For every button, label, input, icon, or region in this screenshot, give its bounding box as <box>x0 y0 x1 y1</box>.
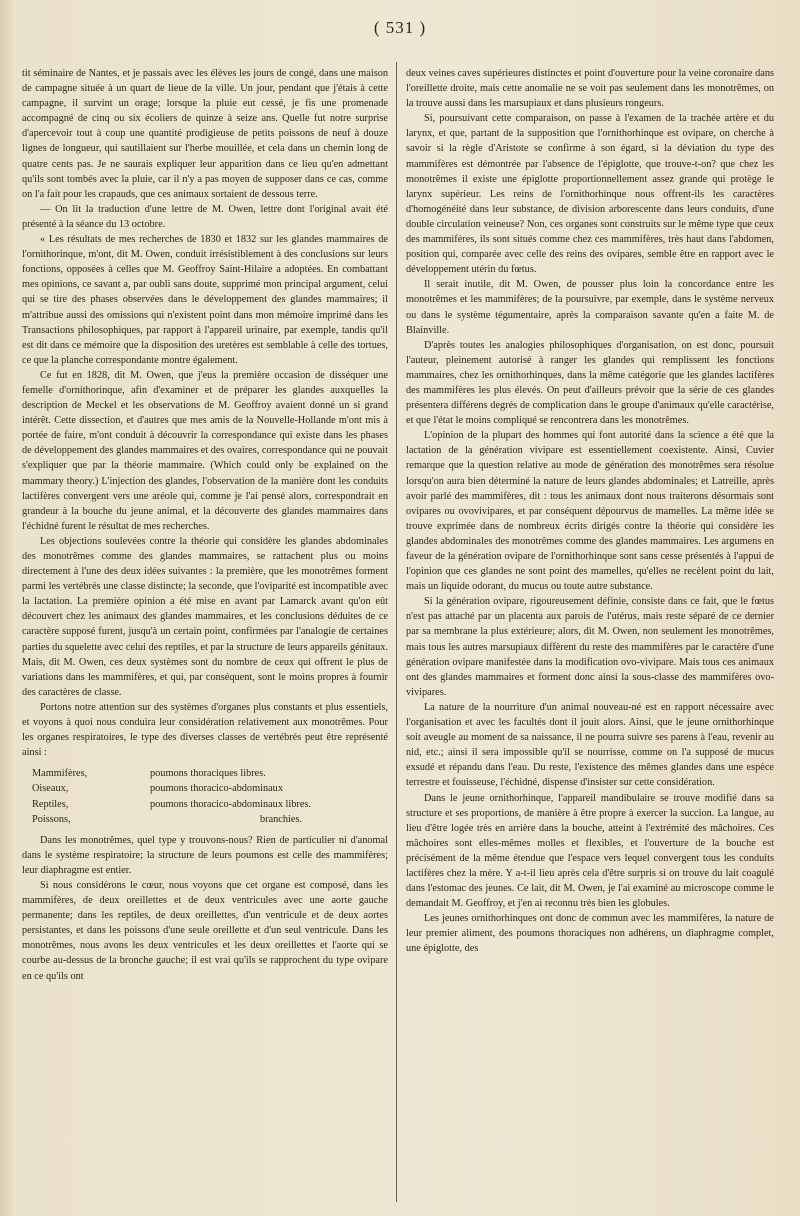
table-row <box>32 812 388 827</box>
table-cell-organ: poumons thoracico-abdominaux libres. <box>150 798 311 810</box>
table-row <box>32 766 388 781</box>
right-column <box>406 66 774 957</box>
table-cell-class: Mammifères, <box>32 768 88 780</box>
paragraph: Les objections soulevées contre la théorie qui considère les glandes abdominales des monotrêmes comme des glandes mammaires, se rattachent plus ou moins directement à l'une des deux idées suivantes : la première, que les monotrêmes forment parmi les vertébrés une classe distincte; la seconde, que l'oviparité est incompatible avec la lactation. La première opinion a été mise en avant par Lamarck avant qu'on eût découvert chez les animaux des glandes mammaires, et les conclusions déduites de ce caractère supposé furent, jusqu'à un certain point, confirmées par l'analogie de certaines parties du squelette avec celui des reptiles, et par la structure de leurs appareils génitaux. Mais, dit M. Owen, ces deux systèmes sont du nombre de ceux qui offrent le plus de variations dans les mammifères, et qui, par conséquent, sont le moins propres à fournir des caractères de classe. <box>22 535 388 698</box>
paragraph: Si nous considérons le cœur, nous voyons que cet organe est composé, dans les mammifères, de deux oreillettes et de deux ventricules avec une aorte gauche permanente; dans les reptiles, de deux oreillettes, d'un ventricule et de deux aortes persistantes, et dans les poissons d'une seule oreillette et d'un seul ventricule. Dans les monotrêmes, nous avons les deux ventricules et les deux oreillettes et l'aorte qui se courbe au-dessus de la bronche gauche; il est vrai qu'ils se rapprochent du type ovipare en ce qu'ils ont <box>22 879 388 982</box>
paragraph: Ce fut en 1828, dit M. Owen, que j'eus la première occasion de disséquer une femelle d'ornithorinque, afin d'examiner et de préparer les glandes auxquelles la description de Meckel et les observations de M. Geoffroy avaient donné un si grand intérêt. Cette dissection, et d'autres que mes amis de la Nouvelle-Hollande m'ont mis à portée de faire, m'ont conduit à découvrir la correspondance qui existe dans les phases de développement des glandes mammaires et des ovaires, correspondance qui ne pouvait s'expliquer que par la théorie mammaire. (Which could only be explained on the mammary theory.) L'injection des glandes, l'observation de la manière dont les conduits lactifères convergent vers une aréole qui, comme je l'ai pensé alors, correspondrait en grandeur à la bouche du jeune animal, et la découverte des glandes mammaires dans l'échidné furent le résultat de mes recherches. <box>22 369 388 532</box>
page-number: ( 531 ) <box>373 18 427 37</box>
paragraph: tit séminaire de Nantes, et je passais avec les élèves les jours de congé, dans une maison de campagne située à un quart de lieue de la ville. Un jour, pendant que j'étais à cette campagne, il survint un orage; lorsque la pluie eut cessé, je fis une promenade accompagné de cinq ou six écoliers de quinze à seize ans. Quelle fut notre surprise d'apercevoir tout à coup une quantité prodigieuse de petits poissons de neuf à douze lignes de longueur, qui sautillaient sur l'herbe mouillée, et cela dans un chemin long de quatre cents pas. Je ne saurais expliquer leur apparition dans ce lieu qu'en admettant qu'ils sont tombés avec la pluie, car il n'y a pas moyen de supposer dans ce cas, comme on l'a fait pour les crapauds, que ces animaux sortaient de dessous terre. <box>22 68 388 200</box>
paragraph: Dans les monotrêmes, quel type y trouvons-nous? Rien de particulier ni d'anomal dans le système respiratoire; la structure de leurs poumons est celle des mammifères; leur diaphragme est entier. <box>22 834 388 876</box>
paragraph: L'opinion de la plupart des hommes qui font autorité dans la science a été que la lactation de la génération vivipare est essentiellement coexistente. Ainsi, Cuvier remarque que la question relative au mode de génération des monotrêmes sera résolue lorsqu'on aura bien déterminé la nature de leurs glandes abdominales; et Latreille, après avoir parlé des mammifères, dit : tous les animaux dont nous traiterons désormais sont ovipares ou ovovivipares, et par conséquent dépourvus de mamelles. La même idée se trouve exprimée dans de nombreux écrits dirigés contre la théorie qui considère les glandes abdominales des monotrêmes comme des glandes mammaires. Les argumens en faveur de la génération ovipare de l'ornithorhinque sont sans cesse présentés à l'appui de l'opinion que ces glandes ne sont point des mamelles, qu'elles ne recèlent point du lait, mais un liquide odorant, du mucus ou toute autre substance. <box>406 430 774 593</box>
table-row <box>32 781 388 796</box>
paragraph: deux veines caves supérieures distinctes et point d'ouverture pour la veine coronaire dans l'oreillette droite, mais cette anomalie ne se voit pas seulement dans les monotrêmes, on la trouve aussi dans les marsupiaux et dans plusieurs rongeurs. <box>406 68 774 110</box>
table-cell-organ: poumons thoraciques libres. <box>150 768 266 780</box>
table-cell-organ: branchies. <box>260 813 303 825</box>
table-cell-class: Reptiles, <box>32 798 69 810</box>
table-row <box>32 797 388 812</box>
paragraph: Il serait inutile, dit M. Owen, de pousser plus loin la concordance entre les monotrêmes et les mammifères; de la poursuivre, par exemple, dans le système nerveux ou dans le système tégumentaire, après la comparaison savante qu'en a faite M. de Blainville. <box>406 279 774 336</box>
paragraph: Dans le jeune ornithorhinque, l'appareil mandibulaire se trouve modifié dans sa structure et ses proportions, de manière à être propre à exercer la succion. La langue, au lieu d'être logée très en arrière dans la bouche, atteint à l'extrémité des mâchoires. Ces mâchoires sont elles-mêmes molles et flexibles, et l'ouverture de la bouche est précisément de la même étendue que l'espace vers lequel convergent tous les conduits lactifères chez la mère. Y a-t-il lieu après cela d'être surpris si on trouve du lait coagulé dans l'estomac des jeunes. Ce lait, dit M. Owen, je l'ai examiné au microscope comme le demandait M. Geoffroy, et j'en ai reconnu très bien les globules. <box>406 792 774 910</box>
left-column <box>22 66 388 984</box>
paragraph: Portons notre attention sur des systèmes d'organes plus constants et plus essentiels, et voyons à quoi nous conduira leur considération relativement aux monotrêmes. Pour les organes respiratoires, le type des diverses classes de vertébrés peut être représenté ainsi : <box>22 701 388 759</box>
paragraph: D'après toutes les analogies philosophiques d'organisation, on est donc, poursuit l'auteur, pleinement autorisé à ranger les glandes qui remplissent les fonctions mammaires, chez les ornithorhinques, dans la même catégorie que les glandes lactifères des mammifères les plus élevés. On peut d'ailleurs prévoir que la série de ces glandes présentera différens degrés de complication dans le groupe d'animaux qu'elle caractérise, et que l'état le moins compliqué se rencontrera dans les monotrêmes. <box>406 339 774 427</box>
paragraph: Si, poursuivant cette comparaison, on passe à l'examen de la trachée artère et du larynx, et que, partant de la supposition que l'ornithorhinque est ovipare, on cherche à savoir si la règle d'Aristote se confirme à son égard, si la déviation du type des mammifères est démontrée par l'absence de l'épiglotte, que trouve-t-on? que chez les monotrêmes il existe une épiglotte proportionnellement assez grande qui protège le larynx supérieur. Les reins de l'ornithorhinque nous offrent-ils les caractères d'homogénéité dans leur substance, de division arborescente dans leurs conduits, d'une double circulation veineuse? Non, ces organes sont construits sur le même type que ceux des mammifères, ils sont situés comme chez ces mammifères, très haut dans l'abdomen, position qui, comparée avec celle des reins des ovipares, semble être en rapport avec le développement utérin du fœtus. <box>406 113 774 276</box>
paragraph: La nature de la nourriture d'un animal nouveau-né est en rapport nécessaire avec l'organisation et avec les facultés dont il jouit alors. Ainsi, que le jeune ornithorhinque soit aveugle au moment de sa naissance, il ne pourra suivre ses parens à l'eau, revenir au nid, etc.; ainsi il sera impossible qu'il se nourrisse, comme on l'a supposé de mucus exsudé et répandu dans l'eau. Du reste, l'existence des mêmes glandes dans une espèce terrestre et fouisseuse, l'échidné, dispense d'insister sur cette considération. <box>406 701 774 789</box>
paragraph: Les jeunes ornithorhinques ont donc de commun avec les mammifères, la nature de leur premier aliment, des poumons thoraciques non adhérens, un diaphragme complet, une épiglotte, des <box>406 913 774 955</box>
table-cell-organ: poumons thoracico-abdominaux <box>150 783 283 795</box>
column-divider <box>396 62 397 1202</box>
paragraph: Si la génération ovipare, rigoureusement définie, consiste dans ce fait, que le fœtus n'est pas attaché par un placenta aux parois de l'utérus, mais reste séparé de ce dernier par sa membrane la plus extérieure; alors, dit M. Owen, non seulement les monotrêmes, mais tous les autres marsupiaux diffèrent du reste des mammifères par le caractère d'une génération ovipare manifestée dans la modification ovo-vivipare. Mais tous ces animaux ont des glandes mammaires et forment donc ainsi la sous-classe des mammifères ovo-vivipares. <box>406 596 774 698</box>
table-cell-class: Poissons, <box>32 813 71 825</box>
respiratory-table <box>32 766 388 826</box>
paragraph: — On lit la traduction d'une lettre de M. Owen, lettre dont l'original avait été présenté à la séance du 13 octobre. <box>22 203 388 230</box>
paragraph: « Les résultats de mes recherches de 1830 et 1832 sur les glandes mammaires de l'ornithorinque, m'ont, dit M. Owen, conduit irrésistiblement à des conclusions sur leurs fonctions, opposées à celles que M. Geoffroy Saint-Hilaire a adoptées. En combattant mes opinions, ce savant a, par oubli sans doute, supprimé mon principal argument, celui qui se tire des phases observées dans le développement des glandes mammaires; il m'attribue aussi des omissions qui n'existent point dans mon mémoire imprimé dans les Transactions philosophiques, par rapport à l'appareil urinaire, par exemple, tandis qu'il est dit dans ce mémoire que la disposition des uretères est semblable à celle des tortues, ce que la planche correspondante montre également. <box>22 234 388 366</box>
table-cell-class: Oiseaux, <box>32 783 69 795</box>
